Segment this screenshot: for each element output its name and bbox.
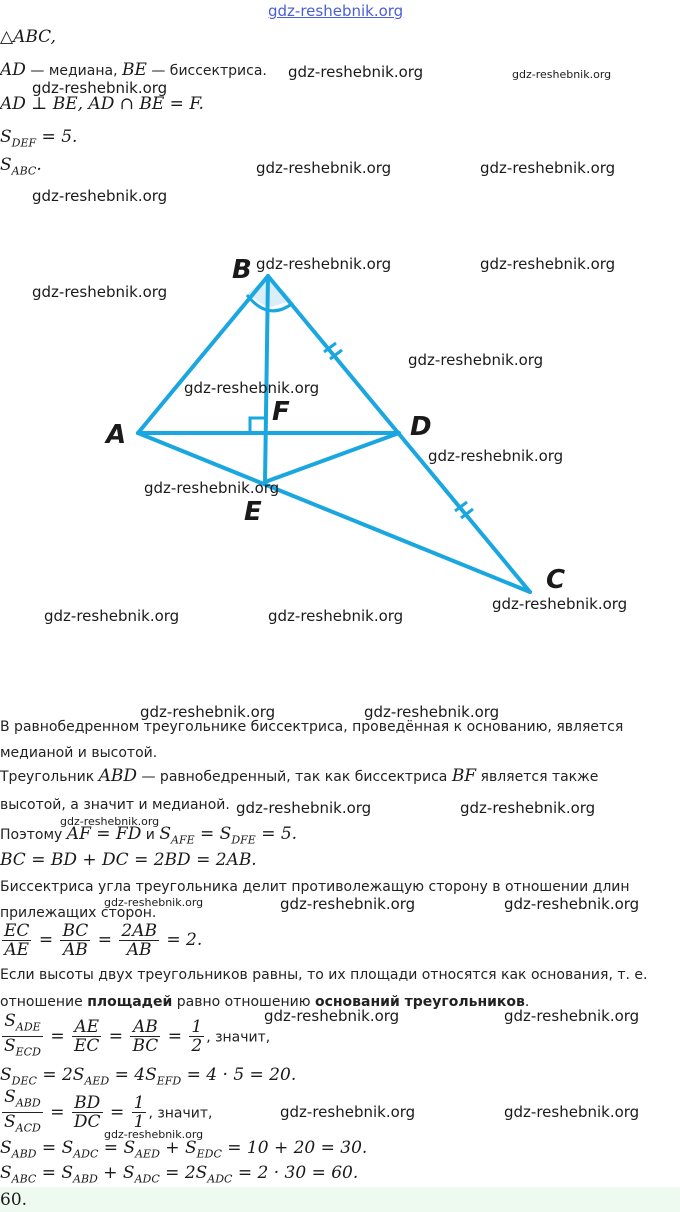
solution-p7: $S_{DEC} = 2S_{AED} = 4S_{EFD} = 4 \cdot 5 = 20$. (0, 1065, 297, 1088)
watermark: gdz-reshebnik.org (480, 159, 616, 177)
watermark: gdz-reshebnik.org (264, 1007, 400, 1025)
watermark: gdz-reshebnik.org (268, 607, 404, 625)
watermark: gdz-reshebnik.org (492, 595, 628, 613)
watermark: gdz-reshebnik.org (104, 896, 204, 909)
right-angle-mark (250, 418, 266, 433)
solution-p9: $S_{ABC} = S_{ABD} + S_{ADC} = 2S_{ADC} = 2 \cdot 30 = 60$. (0, 1163, 359, 1186)
solution-p4: BC = BD + DC = 2BD = 2AB. (0, 850, 257, 870)
given-text: — биссектриса. (146, 63, 267, 79)
watermark: gdz-reshebnik.org (408, 351, 544, 369)
label-c: C (546, 565, 566, 595)
watermark: gdz-reshebnik.org (504, 895, 640, 913)
solution-p1a: В равнобедренном треугольнике биссектриса, проведённая к основанию, является (0, 719, 624, 735)
watermark: gdz-reshebnik.org (288, 63, 424, 81)
segment-ad: AD (0, 60, 26, 80)
formula-area-ratio-ade: $\frac{S_{ADE}}{S_{ECD}}$ = $\frac{AE}{EC}$ = $\frac{AB}{BC}$ = $\frac{1}{2}$ , значит, (4, 1011, 271, 1059)
watermark: gdz-reshebnik.org (32, 79, 168, 97)
solution-p6a: Если высоты двух треугольников равны, то их площади относятся как основания, т. е. (0, 967, 648, 983)
watermark: gdz-reshebnik.org (32, 283, 168, 301)
watermark: gdz-reshebnik.org (144, 479, 280, 497)
label-a: A (106, 420, 127, 450)
formula-ec-ae: $\frac{EC}{AE}$ = $\frac{BC}{AB}$ = $\frac{2AB}{AB}$ = 2. (4, 921, 203, 960)
watermark: gdz-reshebnik.org (140, 703, 276, 721)
label-d: D (410, 412, 432, 442)
top-watermark-link[interactable]: gdz-reshebnik.org (268, 2, 404, 20)
watermark: gdz-reshebnik.org (428, 447, 564, 465)
watermark: gdz-reshebnik.org (256, 159, 392, 177)
watermark: gdz-reshebnik.org (280, 1103, 416, 1121)
watermark: gdz-reshebnik.org (364, 703, 500, 721)
solution-p2b: высотой, а значит и медианой. (0, 797, 230, 813)
solution-p1b: медианой и высотой. (0, 745, 158, 761)
label-e: E (244, 497, 262, 527)
given-median-bisector (0, 60, 267, 80)
solution-p3: Поэтому AF = FD и $S_{AFE} = S_{DFE} = 5$. (0, 824, 298, 847)
watermark: gdz-reshebnik.org (44, 607, 180, 625)
solution-p8: $S_{ABD} = S_{ADC} = S_{AED} + S_{EDC} = 10 + 20 = 30$. (0, 1138, 368, 1161)
watermark: gdz-reshebnik.org (280, 895, 416, 913)
given-find-abc: $S_{ABC}$. (0, 155, 42, 178)
watermark: gdz-reshebnik.org (480, 255, 616, 273)
watermark: gdz-reshebnik.org (256, 255, 392, 273)
watermark: gdz-reshebnik.org (32, 187, 168, 205)
given-perpendicular: AD ⊥ BE, AD ∩ BE = F. (0, 94, 204, 114)
watermark: gdz-reshebnik.org (236, 799, 372, 817)
answer-bar (0, 1187, 680, 1212)
segment-be: BE (122, 60, 147, 80)
solution-p6b: отношение площадей равно отношению оснований треугольников. (0, 994, 530, 1010)
formula-area-ratio-abd: $\frac{S_{ABD}}{S_{ACD}}$ = $\frac{BD}{DC}$ = $\frac{1}{1}$ , значит, (4, 1087, 213, 1135)
answer-value: 60. (0, 1190, 28, 1210)
solution-p5b: прилежащих сторон. (0, 905, 157, 921)
label-f: F (272, 397, 290, 427)
watermark: gdz-reshebnik.org (184, 379, 320, 397)
watermark: gdz-reshebnik.org (60, 815, 160, 828)
watermark: gdz-reshebnik.org (504, 1007, 640, 1025)
given-text: — медиана, (25, 63, 122, 79)
solution-p5a: Биссектриса угла треугольника делит противолежащую сторону в отношении длин (0, 879, 630, 895)
segment-ed (265, 433, 399, 482)
watermark: gdz-reshebnik.org (512, 68, 612, 81)
watermark: gdz-reshebnik.org (504, 1103, 640, 1121)
watermark: gdz-reshebnik.org (460, 799, 596, 817)
given-triangle: △ABC, (0, 27, 56, 47)
watermark: gdz-reshebnik.org (104, 1128, 204, 1141)
given-area-def: $S_{DEF} = 5$. (0, 127, 78, 150)
label-b: B (232, 255, 252, 285)
solution-p2a: Треугольник ABD — равнобедренный, так как биссектриса BF является также (0, 766, 599, 786)
